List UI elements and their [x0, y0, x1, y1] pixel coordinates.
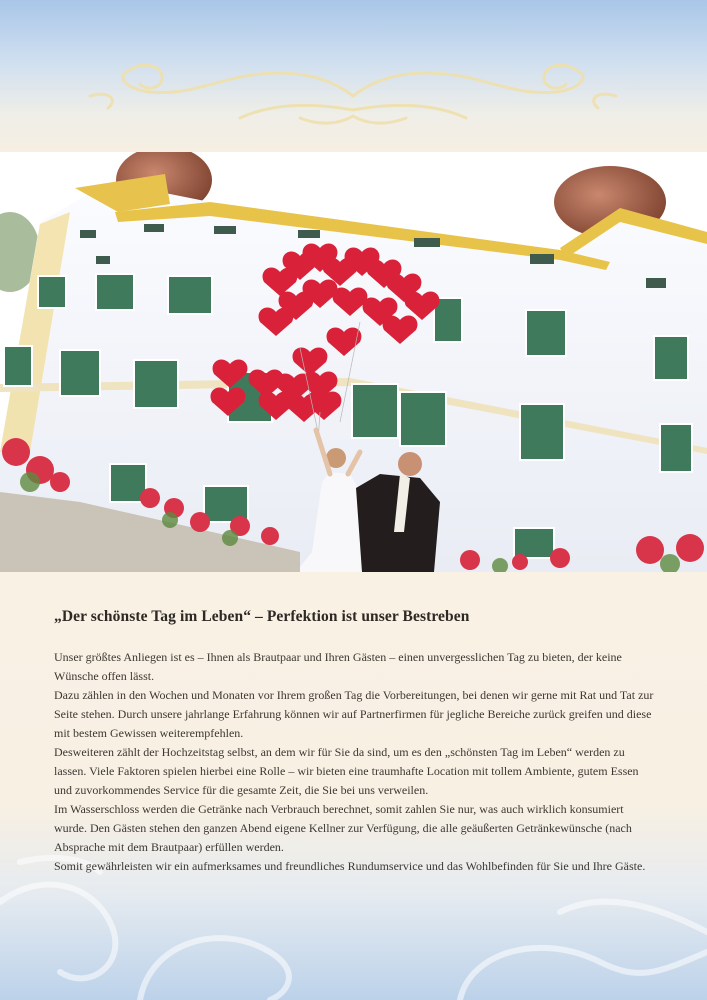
flourish-ornament-icon: [0, 0, 707, 152]
paragraph: Somit gewährleisten wir ein aufmerksames und freundliches Rundumservice und das Wohlbefinden für Sie und Ihre Gäste.: [54, 859, 646, 873]
paragraph: Im Wasserschloss werden die Getränke nach Verbrauch berechnet, somit zahlen Sie nur, was auch wirklich konsumiert wurde. Den Gästen stehen den ganzen Abend eigene Kellner zur Verfügung, die alle geäußerten Getränkewünsche (nach Absprache mit dem Brautpaar) erfüllen werden.: [54, 802, 632, 854]
main-content: [54, 608, 654, 876]
paragraph: Desweiteren zählt der Hochzeitstag selbst, an dem wir für Sie da sind, um es den „schönsten Tag im Leben“ werden zu lassen. Viele Faktoren spielen hierbei eine Rolle – wir bieten eine traumhafte Location mit tollem Ambiente, gutem Essen und zuvorkommendes Service für die gesamte Zeit, die Sie bei uns verweilen.: [54, 745, 639, 797]
castle-wedding-image: [0, 152, 707, 572]
headline: „Der schönste Tag im Leben“ – Perfektion ist unser Bestreben: [54, 608, 470, 625]
paragraph: Unser größtes Anliegen ist es – Ihnen als Brautpaar und Ihren Gästen – einen unvergesslichen Tag zu bieten, der keine Wünsche offen lässt.: [54, 650, 622, 683]
body-text: [54, 648, 654, 876]
top-ornament-band: [0, 0, 707, 152]
wedding-photo: [0, 152, 707, 572]
paragraph: Dazu zählen in den Wochen und Monaten vor Ihrem großen Tag die Vorbereitungen, bei denen wir gerne mit Rat und Tat zur Seite stehen. Durch unsere jahrlange Erfahrung können wir auf Partnerfirmen für jegliche Bereiche zurück greifen und diese mit bestem Gewissen weiterempfehlen.: [54, 688, 654, 740]
